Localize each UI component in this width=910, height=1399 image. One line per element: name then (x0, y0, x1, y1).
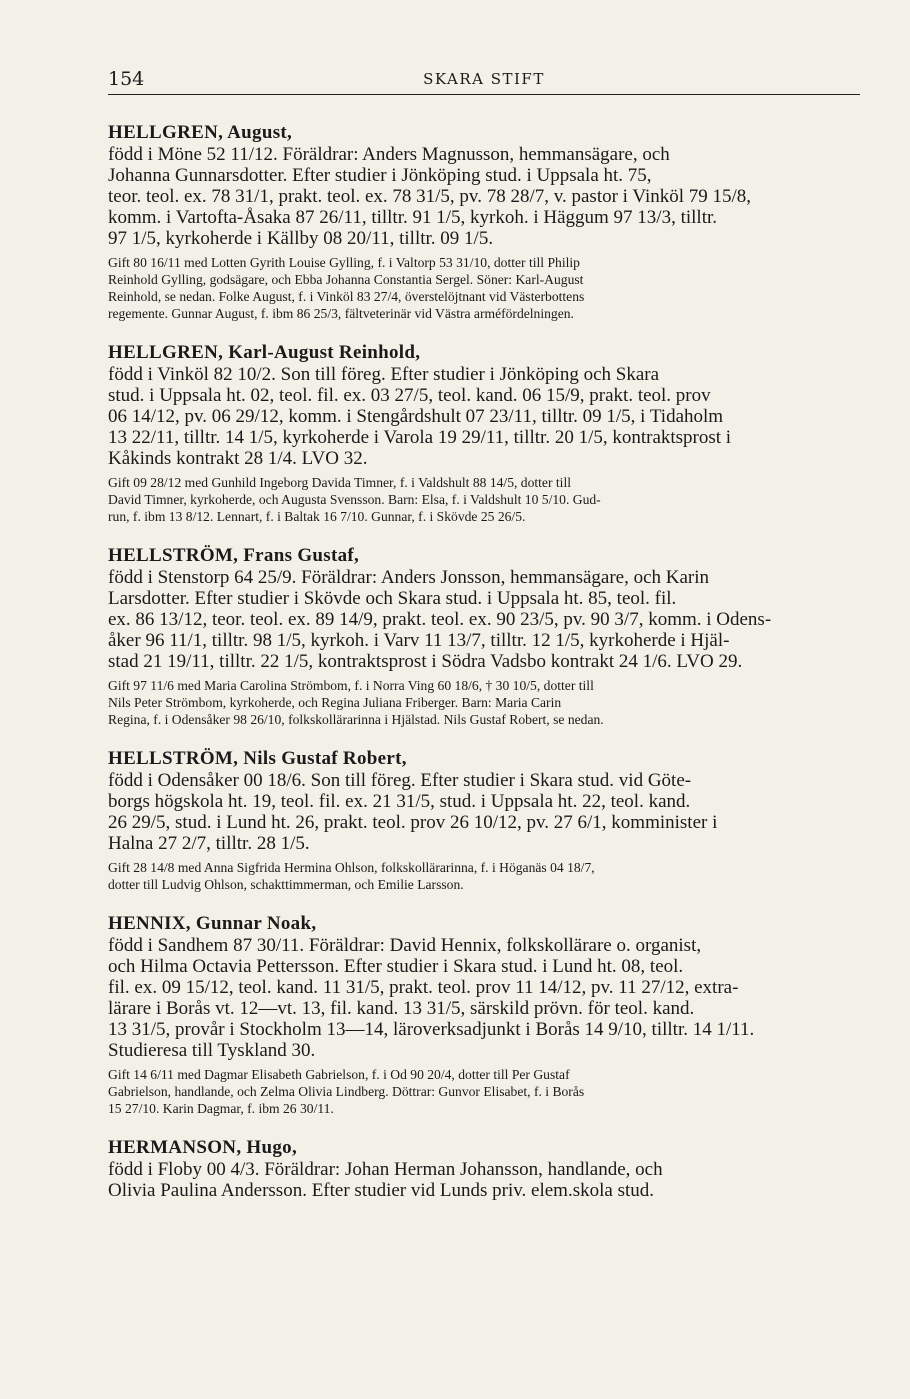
entry-name: HELLSTRÖM, Frans Gustaf, (108, 545, 360, 566)
running-head: SKARA STIFT (423, 70, 545, 88)
body-line: Larsdotter. Efter studier i Skövde och Skara stud. i Uppsala ht. 85, teol. fil. (108, 588, 677, 609)
body-line: och Hilma Octavia Pettersson. Efter studier i Skara stud. i Lund ht. 08, teol. (108, 956, 684, 977)
entry-body (108, 364, 860, 469)
entry (108, 748, 860, 893)
body-line: stad 21 19/11, tilltr. 22 1/5, kontraktsprost i Södra Vadsbo kontrakt 24 1/6. LVO 29. (108, 651, 743, 672)
family-line: Regina, f. i Odensåker 98 26/10, folkskollärarinna i Hjälstad. Nils Gustaf Robert, se nedan. (108, 712, 604, 727)
body-line: ex. 86 13/12, teor. teol. ex. 89 14/9, prakt. teol. ex. 90 23/5, pv. 90 3/7, komm. i Odens- (108, 609, 772, 630)
entry-name: HELLGREN, Karl-August Reinhold, (108, 342, 421, 363)
entry-name: HERMANSON, Hugo, (108, 1137, 298, 1158)
body-line: 97 1/5, kyrkoherde i Källby 08 20/11, tilltr. 09 1/5. (108, 228, 494, 249)
body-line: lärare i Borås vt. 12—vt. 13, fil. kand. 13 31/5, särskild prövn. för teol. kand. (108, 998, 695, 1019)
body-line: fil. ex. 09 15/12, teol. kand. 11 31/5, prakt. teol. prov 11 14/12, pv. 11 27/12, extra- (108, 977, 739, 998)
body-line: Studieresa till Tyskland 30. (108, 1040, 316, 1061)
entry-family (108, 859, 860, 893)
body-line: 26 29/5, stud. i Lund ht. 26, prakt. teol. prov 26 10/12, pv. 27 6/1, komminister i (108, 812, 718, 833)
body-line: teor. teol. ex. 78 31/1, prakt. teol. ex. 78 31/5, pv. 78 28/7, v. pastor i Vinköl 79 15/8, (108, 186, 752, 207)
family-line: dotter till Ludvig Ohlson, schakttimmerman, och Emilie Larsson. (108, 877, 464, 892)
entry-name: HENNIX, Gunnar Noak, (108, 913, 317, 934)
body-line: borgs högskola ht. 19, teol. fil. ex. 21 31/5, stud. i Uppsala ht. 22, teol. kand. (108, 791, 691, 812)
body-line: Kåkinds kontrakt 28 1/4. LVO 32. (108, 448, 368, 469)
body-line: född i Möne 52 11/12. Föräldrar: Anders Magnusson, hemmansägare, och (108, 144, 670, 165)
page-number: 154 (108, 68, 145, 90)
body-line: född i Sandhem 87 30/11. Föräldrar: David Hennix, folkskollärare o. organist, (108, 935, 702, 956)
family-line: 15 27/10. Karin Dagmar, f. ibm 26 30/11. (108, 1101, 334, 1116)
family-line: Gift 28 14/8 med Anna Sigfrida Hermina Ohlson, folkskollärarinna, f. i Höganäs 04 18/7, (108, 860, 595, 875)
body-line: komm. i Vartofta-Åsaka 87 26/11, tilltr. 91 1/5, kyrkoh. i Häggum 97 13/3, tilltr. (108, 207, 718, 228)
family-line: Gift 97 11/6 med Maria Carolina Strömbom, f. i Norra Ving 60 18/6, † 30 10/5, dotter till (108, 678, 594, 693)
body-line: Johanna Gunnarsdotter. Efter studier i Jönköping stud. i Uppsala ht. 75, (108, 165, 652, 186)
page-header (108, 62, 860, 95)
body-line: stud. i Uppsala ht. 02, teol. fil. ex. 03 27/5, teol. kand. 06 15/9, prakt. teol. prov (108, 385, 711, 406)
entry (108, 545, 860, 728)
entry-family (108, 1066, 860, 1117)
entry-body (108, 567, 860, 672)
entry-family (108, 677, 860, 728)
entry-body (108, 1159, 860, 1201)
family-line: Gift 09 28/12 med Gunhild Ingeborg Davida Timner, f. i Valdshult 88 14/5, dotter till (108, 475, 572, 490)
family-line: Reinhold Gylling, godsägare, och Ebba Johanna Constantia Sergel. Söner: Karl-August (108, 272, 584, 287)
entry-name: HELLGREN, August, (108, 122, 293, 143)
entry-family (108, 254, 860, 322)
entry (108, 122, 860, 322)
entry (108, 342, 860, 525)
entry-body (108, 144, 860, 249)
body-line: född i Floby 00 4/3. Föräldrar: Johan Herman Johansson, handlande, och (108, 1159, 663, 1180)
family-line: Gabrielson, handlande, och Zelma Olivia Lindberg. Döttrar: Gunvor Elisabet, f. i Borås (108, 1084, 585, 1099)
family-line: Gift 80 16/11 med Lotten Gyrith Louise Gylling, f. i Valtorp 53 31/10, dotter till Philip (108, 255, 580, 270)
body-line: 13 31/5, provår i Stockholm 13—14, läroverksadjunkt i Borås 14 9/10, tilltr. 14 1/11. (108, 1019, 755, 1040)
family-line: run, f. ibm 13 8/12. Lennart, f. i Baltak 16 7/10. Gunnar, f. i Skövde 25 26/5. (108, 509, 526, 524)
family-line: Reinhold, se nedan. Folke August, f. i Vinköl 83 27/4, överstelöjtnant vid Västerbottens (108, 289, 585, 304)
body-line: född i Stenstorp 64 25/9. Föräldrar: Anders Jonsson, hemmansägare, och Karin (108, 567, 710, 588)
entry-family (108, 474, 860, 525)
body-line: född i Odensåker 00 18/6. Son till föreg. Efter studier i Skara stud. vid Göte- (108, 770, 692, 791)
entry (108, 1137, 860, 1201)
body-line: född i Vinköl 82 10/2. Son till föreg. Efter studier i Jönköping och Skara (108, 364, 660, 385)
family-line: Nils Peter Strömbom, kyrkoherde, och Regina Juliana Friberger. Barn: Maria Carin (108, 695, 562, 710)
body-line: Halna 27 2/7, tilltr. 28 1/5. (108, 833, 310, 854)
body-line: 06 14/12, pv. 06 29/12, komm. i Stengårdshult 07 23/11, tilltr. 09 1/5, i Tidaholm (108, 406, 724, 427)
entry-name: HELLSTRÖM, Nils Gustaf Robert, (108, 748, 407, 769)
page (108, 62, 860, 1201)
body-line: 13 22/11, tilltr. 14 1/5, kyrkoherde i Varola 19 29/11, tilltr. 20 1/5, kontraktsprost i (108, 427, 732, 448)
family-line: regemente. Gunnar August, f. ibm 86 25/3, fältveterinär vid Västra arméfördelningen. (108, 306, 574, 321)
entry-body (108, 935, 860, 1061)
entry (108, 913, 860, 1117)
family-line: Gift 14 6/11 med Dagmar Elisabeth Gabrielson, f. i Od 90 20/4, dotter till Per Gustaf (108, 1067, 570, 1082)
body-line: Olivia Paulina Andersson. Efter studier vid Lunds priv. elem.skola stud. (108, 1180, 654, 1201)
body-line: åker 96 11/1, tilltr. 98 1/5, kyrkoh. i Varv 11 13/7, tilltr. 12 1/5, kyrkoherde i Hjäl- (108, 630, 730, 651)
entry-body (108, 770, 860, 854)
family-line: David Timner, kyrkoherde, och Augusta Svensson. Barn: Elsa, f. i Valdshult 10 5/10. Gud- (108, 492, 601, 507)
